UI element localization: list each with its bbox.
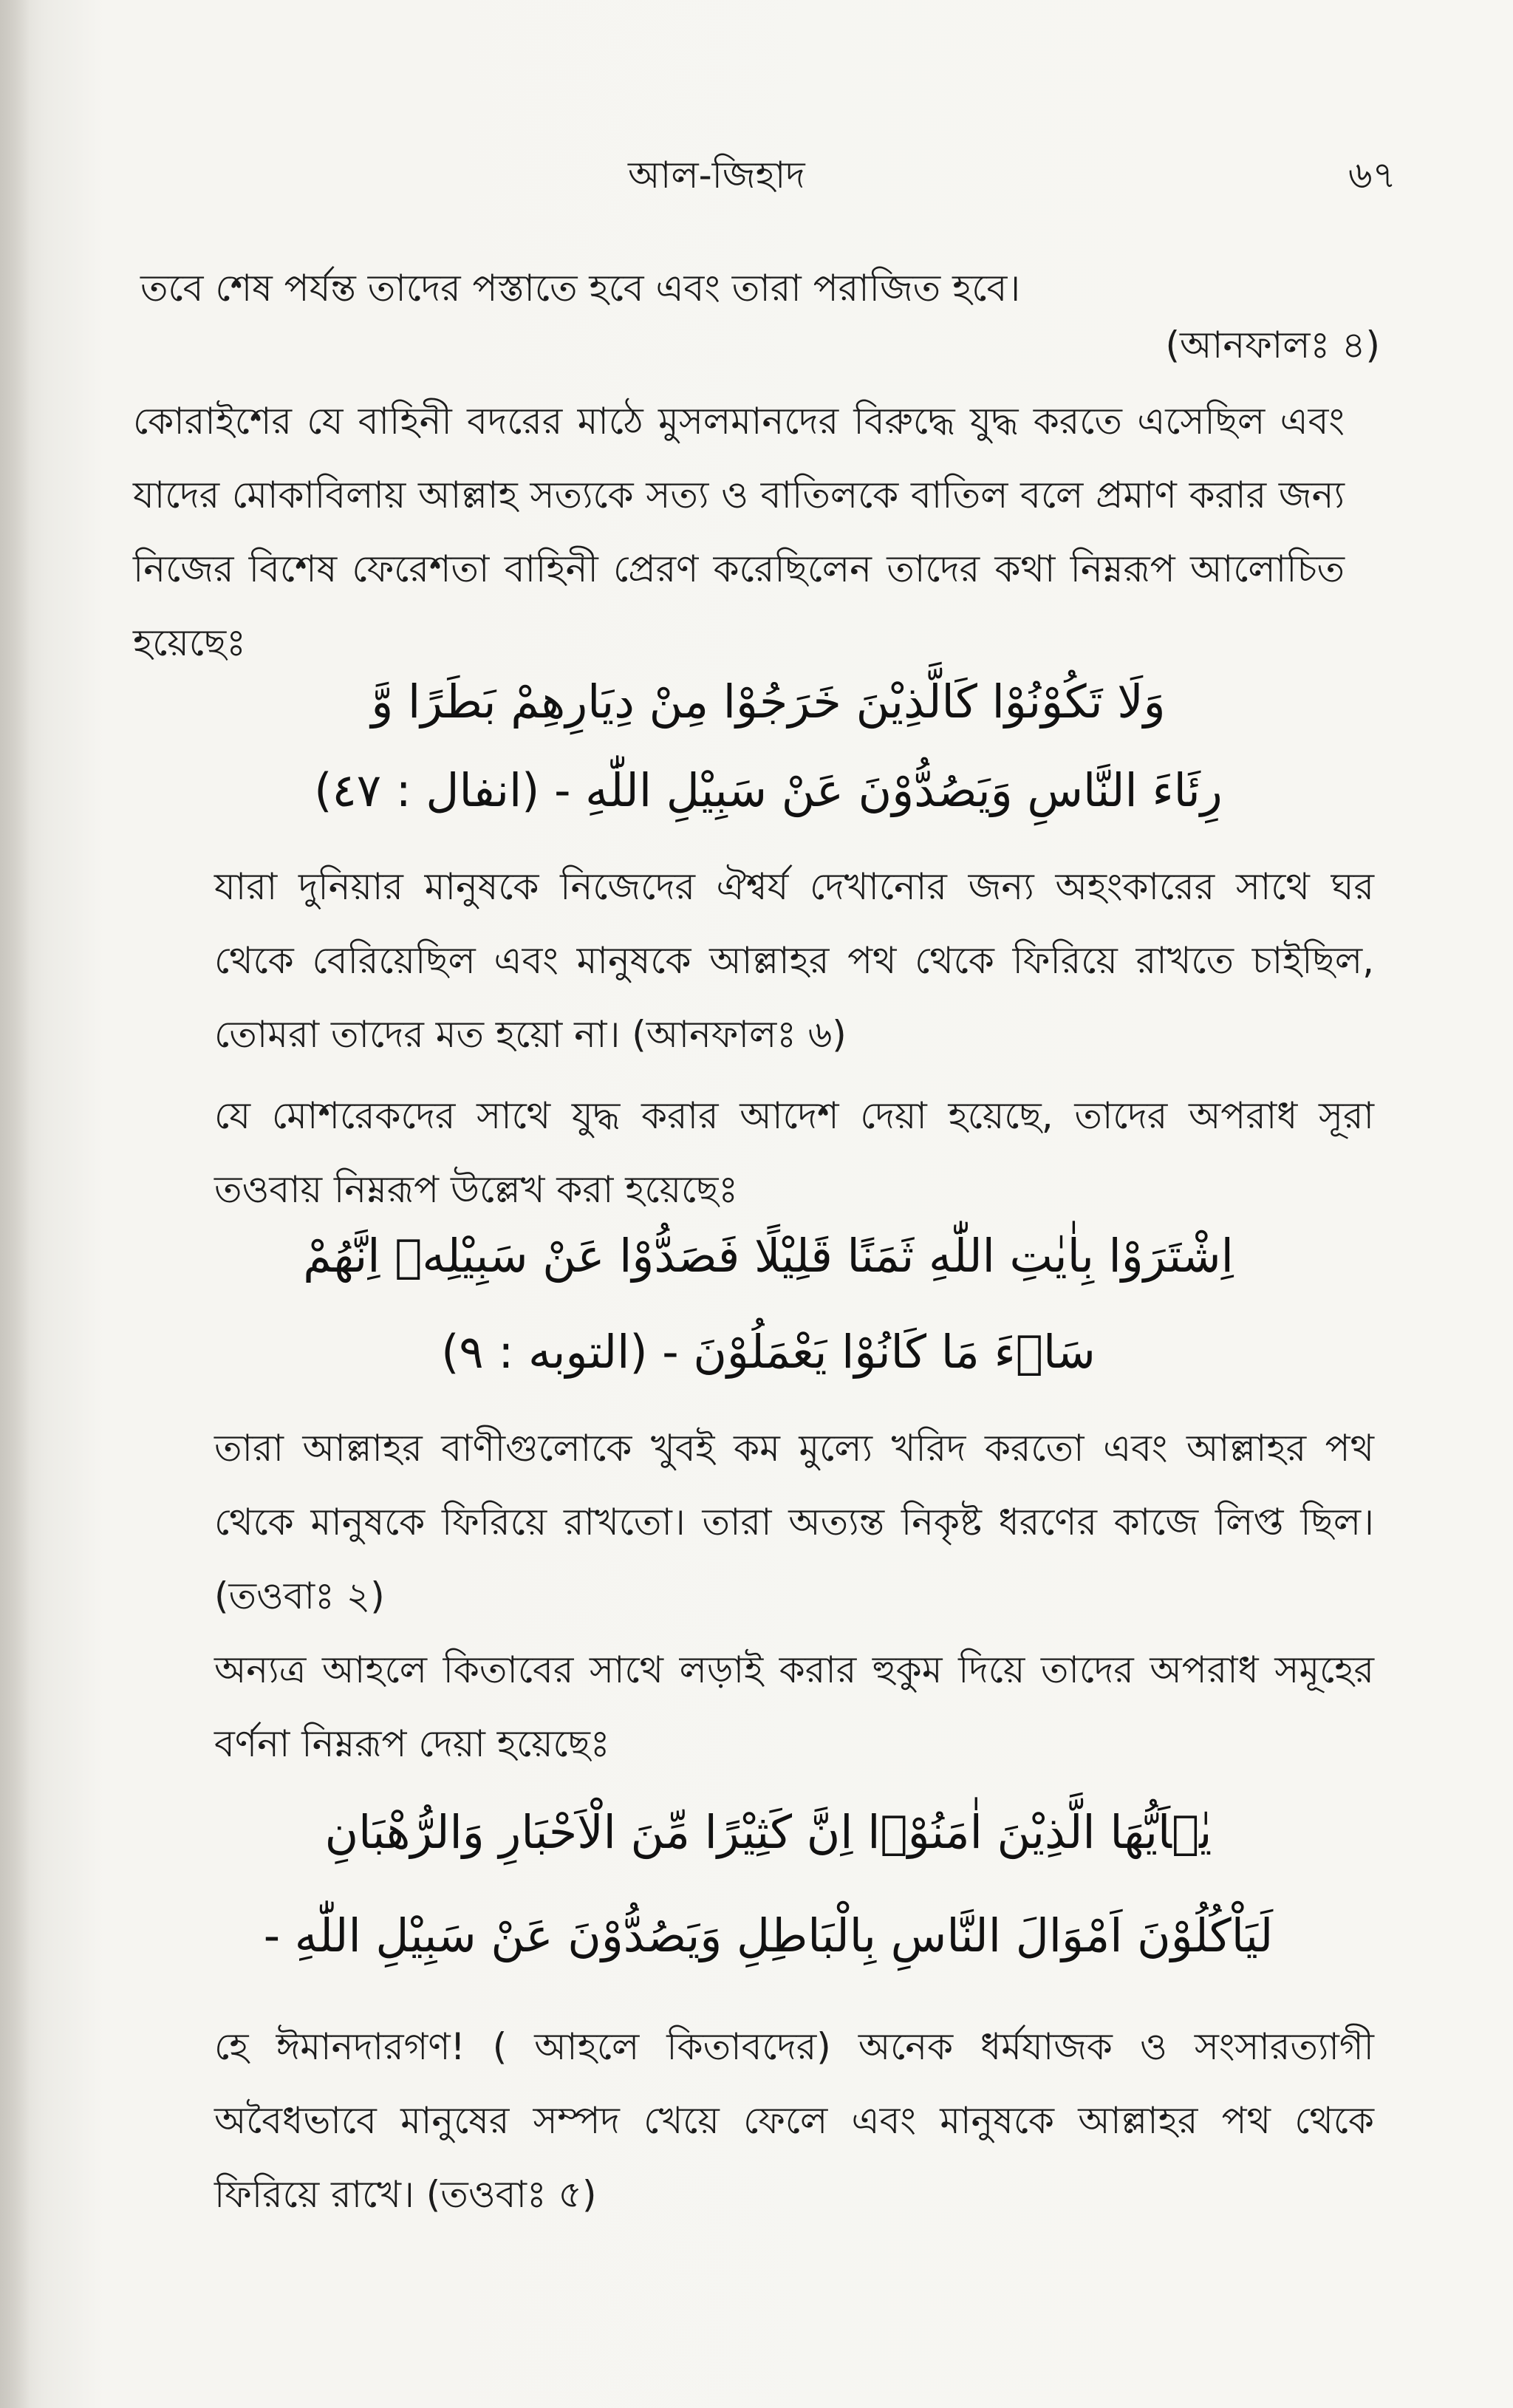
arabic-verse-anfal-line-2: رِئَاءَ النَّاسِ وَيَصُدُّوْنَ عَنْ سَبِيْلِ اللّٰهِ - (انفال : ٤٧) [314, 763, 1223, 817]
paragraph-mushrik-crimes: যে মোশরেকদের সাথে যুদ্ধ করার আদেশ দেয়া হয়েছে, তাদের অপরাধ সূরা তওবায় নিম্নরূপ উল্লেখ করা হয়েছেঃ [214, 1094, 1374, 1211]
paragraph-translation-tawbah: তারা আল্লাহর বাণীগুলোকে খুবই কম মুল্যে খরিদ করতো এবং আল্লাহর পথ থেকে মানুষকে ফিরিয়ে রাখতো। তারা অত্যন্ত নিকৃষ্ট ধরণের কাজে লিপ্ত ছিল। (তওবাঃ ২) [214, 1427, 1374, 1617]
paragraph-translation-anfal: যারা দুনিয়ার মানুষকে নিজেদের ঐশ্বর্য দেখানোর জন্য অহংকারের সাথে ঘর থেকে বেরিয়েছিল এবং মানুষকে আল্লাহর পথ থেকে ফিরিয়ে রাখতে চাইছিল, তোমরা তাদের মত হয়ো না। (আনফালঃ ৬) [214, 865, 1374, 1056]
running-title: আল-জিহাদ [628, 154, 805, 197]
paragraph-continuation: তবে শেষ পর্যন্ত তাদের পস্তাতে হবে এবং তারা পরাজিত হবে। [140, 267, 1021, 310]
page-header [222, 148, 1404, 199]
paragraph-ahl-kitab: অন্যত্র আহলে কিতাবের সাথে লড়াই করার হুকুম দিয়ে তাদের অপরাধ সমূহের বর্ণনা নিম্নরূপ দেয়া হয়েছেঃ [214, 1648, 1374, 1765]
reference-anfal-4: (আনফালঃ ৪) [1165, 324, 1380, 366]
spine-shadow [0, 0, 30, 2408]
arabic-verse-tawbah34-line-2: لَيَاْكُلُوْنَ اَمْوَالَ النَّاسِ بِالْبَاطِلِ وَيَصُدُّوْنَ عَنْ سَبِيْلِ اللّٰهِ - [263, 1909, 1274, 1962]
paragraph-translation-tawbah-5: হে ঈমানদারগণ! ( আহলে কিতাবদের) অনেক ধর্মযাজক ও সংসারত্যাগী অবৈধভাবে মানুষের সম্পদ খেয়ে ফেলে এবং মানুষকে আল্লাহর পথ থেকে ফিরিয়ে রাখে। (তওবাঃ ৫) [214, 2025, 1374, 2216]
page-number: ৬৭ [1348, 154, 1396, 197]
paragraph-quraish-badr: কোরাইশের যে বাহিনী বদরের মাঠে মুসলমানদের বিরুদ্ধে যুদ্ধ করতে এসেছিল এবং যাদের মোকাবিলায় আল্লাহ সত্যকে সত্য ও বাতিলকে বাতিল বলে প্রমাণ করার জন্য নিজের বিশেষ ফেরেশতা বাহিনী প্রেরণ করেছিলেন তাদের কথা নিম্নরূপ আলোচিত হয়েছেঃ [133, 400, 1345, 664]
arabic-verse-anfal-line-1: وَلَا تَكُوْنُوْا كَالَّذِيْنَ خَرَجُوْا مِنْ دِيَارِهِمْ بَطَرًا وَّ [371, 675, 1166, 729]
arabic-verse-tawbah-line-2: سَاۤءَ مَا كَانُوْا يَعْمَلُوْنَ - (التوبه : ٩) [441, 1325, 1096, 1379]
arabic-verse-tawbah34-line-1: يٰۤاَيُّهَا الَّذِيْنَ اٰمَنُوْۤا اِنَّ كَثِيْرًا مِّنَ الْاَحْبَارِ وَالرُّهْبَانِ [324, 1805, 1212, 1859]
arabic-verse-tawbah-line-1: اِشْتَرَوْا بِاٰيٰتِ اللّٰهِ ثَمَنًا قَلِيْلًا فَصَدُّوْا عَنْ سَبِيْلِهٖ اِنَّهُمْ [303, 1229, 1234, 1283]
